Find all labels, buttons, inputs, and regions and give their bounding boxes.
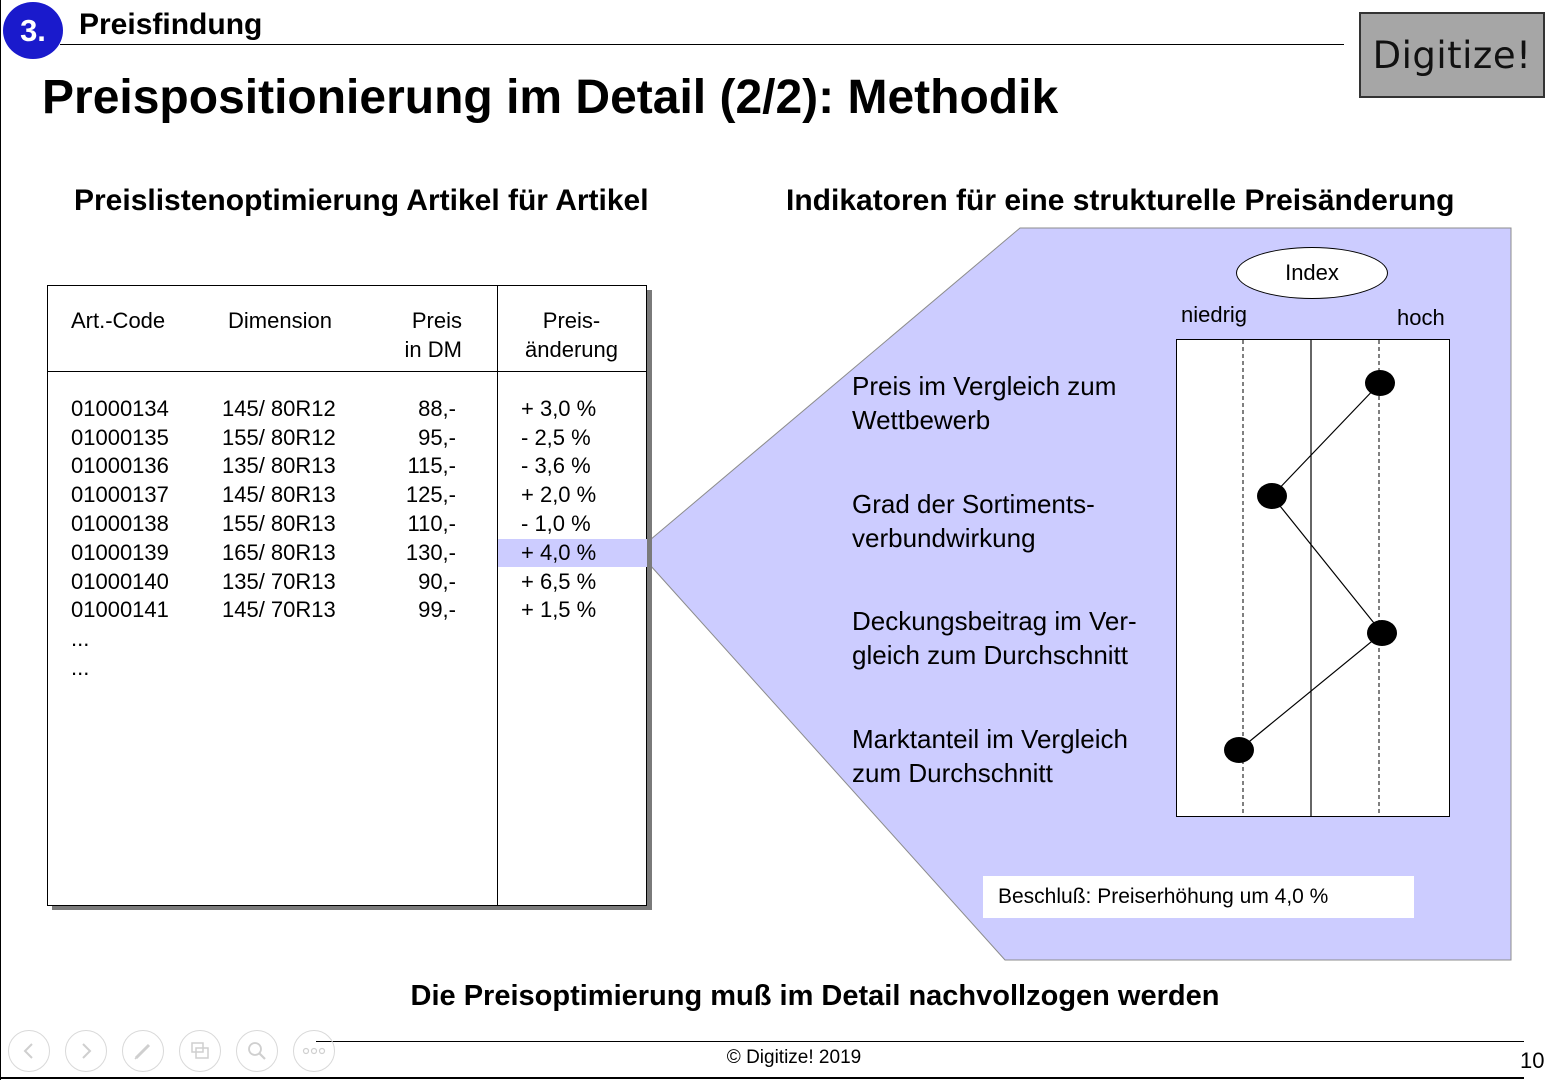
- cell-price: 115,-: [407, 453, 456, 478]
- indicator-label-line: Preis im Vergleich zum: [852, 371, 1117, 401]
- indicator-label-line: Marktanteil im Vergleich: [852, 724, 1128, 754]
- cell-dimension: 145/ 70R13: [222, 597, 336, 622]
- table-row: [0, 394, 650, 423]
- page-title: Preispositionierung im Detail (2/2): Methodik: [42, 71, 1059, 124]
- indicator-label-line: Wettbewerb: [852, 405, 991, 435]
- column-header-price-line1: Preis: [411, 308, 462, 333]
- cell-change: + 4,0 %: [521, 540, 597, 565]
- cell-price: 110,-: [407, 511, 456, 536]
- indicator-label-line: Grad der Sortiments-: [852, 489, 1095, 519]
- cell-price: 95,-: [418, 425, 456, 450]
- cell-dimension: 165/ 80R13: [222, 540, 336, 565]
- cell-dimension: 155/ 80R13: [222, 511, 336, 536]
- left-heading: Preislistenoptimierung Artikel für Artikel: [74, 184, 649, 217]
- table-row: [0, 480, 650, 509]
- index-oval: Index: [1236, 247, 1388, 299]
- column-header-change-line2: änderung: [525, 337, 618, 362]
- indicator-label-marketshare: [852, 722, 1128, 790]
- indicator-label-margin: [852, 604, 1137, 672]
- cell-change: + 6,5 %: [521, 569, 597, 594]
- cell-dimension: 145/ 80R13: [222, 482, 336, 507]
- cell-change: - 1,0 %: [521, 511, 591, 536]
- table-row: [0, 509, 650, 538]
- column-header-price-line2: in DM: [404, 337, 462, 362]
- section-title: Preisfindung: [79, 8, 263, 41]
- cell-code: 01000141: [71, 597, 169, 622]
- scale-high-label: hoch: [1397, 305, 1445, 330]
- table-row: [0, 595, 650, 624]
- indicator-point-margin: [1367, 620, 1397, 646]
- page-number: 10: [1520, 1048, 1545, 1073]
- column-header-dimension: Dimension: [228, 308, 332, 333]
- digitize-logo: Digitize!: [1359, 12, 1545, 98]
- table-header-divider: [47, 371, 647, 372]
- cell-code: 01000135: [71, 425, 169, 450]
- cell-dimension: 135/ 80R13: [222, 453, 336, 478]
- indicator-label-assortment: [852, 487, 1095, 555]
- table-ellipsis: ...: [71, 655, 90, 680]
- cell-price: 99,-: [418, 597, 456, 622]
- column-header-change-line1: Preis-: [542, 308, 601, 333]
- cell-price: 90,-: [418, 569, 456, 594]
- indicator-profile-chart: [1176, 339, 1450, 817]
- cell-price: 130,-: [405, 540, 456, 565]
- cell-code: 01000140: [71, 569, 169, 594]
- indicator-point-price: [1365, 370, 1395, 396]
- cell-dimension: 135/ 70R13: [222, 569, 336, 594]
- cell-price: 125,-: [405, 482, 456, 507]
- table-row-highlighted: [0, 538, 650, 567]
- cell-change: - 2,5 %: [521, 425, 591, 450]
- scale-low-label: niedrig: [1181, 302, 1248, 327]
- cell-change: + 2,0 %: [521, 482, 597, 507]
- indicator-label-line: gleich zum Durchschnitt: [852, 640, 1128, 670]
- indicator-point-marketshare: [1224, 737, 1254, 763]
- cell-code: 01000137: [71, 482, 169, 507]
- right-heading: Indikatoren für eine strukturelle Preisänderung: [786, 184, 1455, 217]
- indicator-label-price: [852, 369, 1116, 437]
- indicator-label-line: Deckungsbeitrag im Ver-: [852, 606, 1137, 636]
- column-header-price: [380, 306, 462, 364]
- table-row: [0, 567, 650, 596]
- column-header-change: [500, 306, 643, 364]
- cell-code: 01000136: [71, 453, 169, 478]
- cell-dimension: 145/ 80R12: [222, 396, 336, 421]
- copyright: © Digitize! 2019: [726, 1047, 862, 1068]
- conclusion-text: Die Preisoptimierung muß im Detail nachvollzogen werden: [410, 980, 1220, 1012]
- cell-price: 88,-: [418, 396, 456, 421]
- cell-code: 01000134: [71, 396, 169, 421]
- cell-change: - 3,6 %: [521, 453, 591, 478]
- indicator-point-assortment: [1257, 483, 1287, 509]
- footer-rule: [316, 1041, 1524, 1042]
- cell-change: + 3,0 %: [521, 396, 597, 421]
- table-ellipsis: ...: [71, 626, 90, 651]
- section-number-badge: 3.: [3, 2, 63, 59]
- indicator-label-line: verbundwirkung: [852, 523, 1036, 553]
- column-header-code: Art.-Code: [71, 308, 166, 333]
- cell-code: 01000139: [71, 540, 169, 565]
- table-row: [0, 423, 650, 452]
- table-row: [0, 451, 650, 480]
- indicator-label-line: zum Durchschnitt: [852, 758, 1053, 788]
- slide-frame-bottom: [0, 1077, 1524, 1079]
- cell-dimension: 155/ 80R12: [222, 425, 336, 450]
- cell-code: 01000138: [71, 511, 169, 536]
- decision-box: Beschluß: Preiserhöhung um 4,0 %: [983, 876, 1414, 918]
- cell-change: + 1,5 %: [521, 597, 597, 622]
